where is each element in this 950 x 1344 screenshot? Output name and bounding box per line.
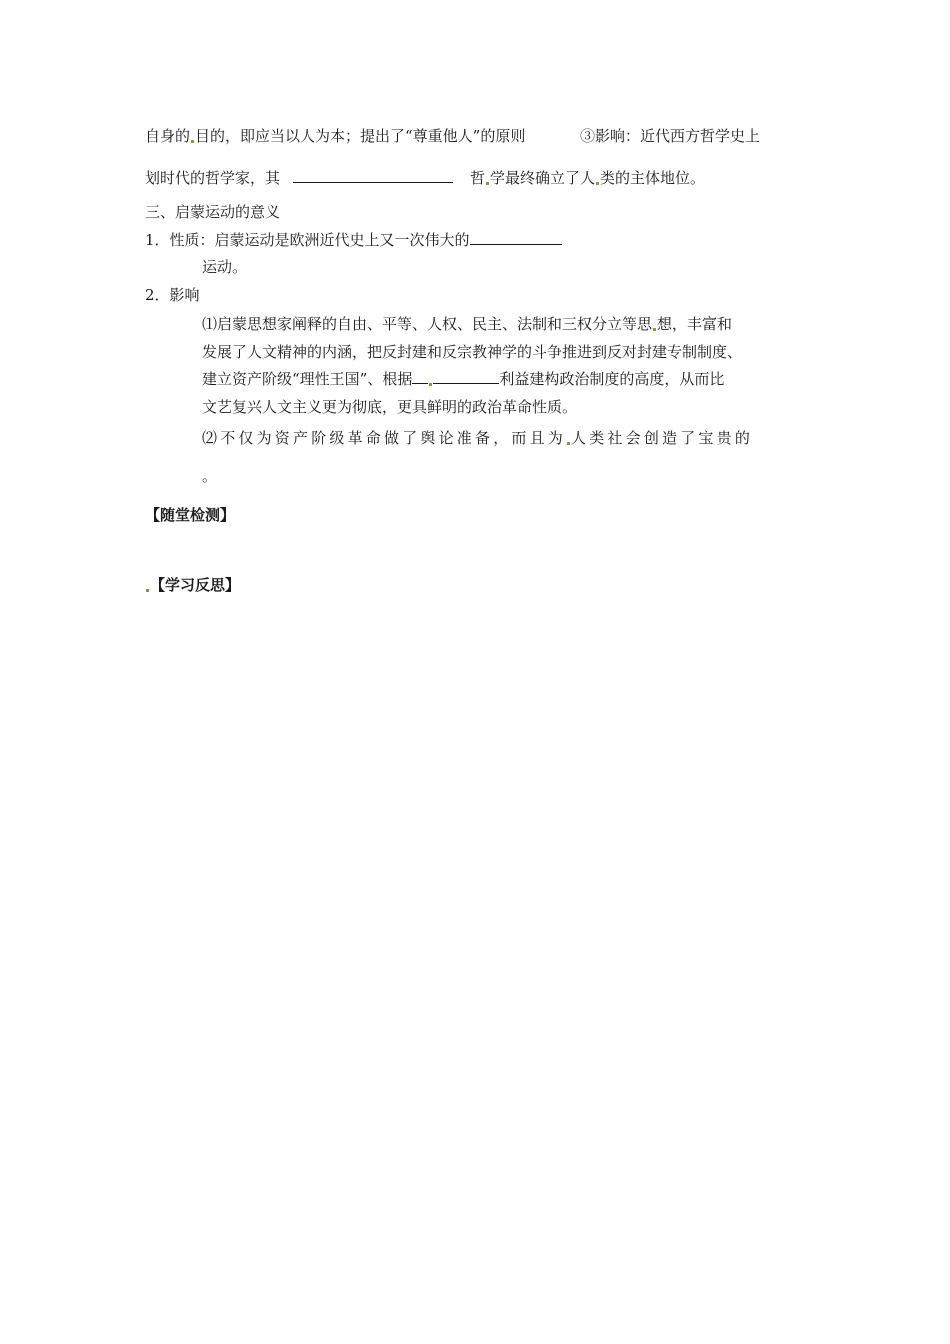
text-fragment: 想，丰富和 (657, 315, 733, 333)
text-fragment: ③影响：近代西方哲学史上 (580, 127, 761, 145)
text-fragment: ⑴启蒙思想家阐释的自由、平等、人权、民主、法制和三权分立等思 (202, 315, 653, 333)
text-fragment: 划时代的哲学家，其 (145, 169, 281, 187)
fill-blank (470, 230, 562, 245)
text-fragment: 1．性质：启蒙运动是欧洲近代史上又一次伟大的 (145, 231, 470, 249)
text-line: 2．影响 (145, 286, 200, 304)
mark-dot (567, 442, 570, 445)
text-line (580, 126, 760, 146)
text-line (145, 168, 453, 188)
text-fragment: 类的主体地位。 (600, 169, 706, 187)
fill-blank (293, 168, 453, 183)
mark-dot (191, 140, 194, 143)
text-line: 发展了人文精神的内涵，把反封建和反宗教神学的斗争推进到反对封建专制制度、 (202, 343, 743, 361)
text-fragment: 建立资产阶级“理性王国”、根据 (202, 370, 413, 388)
text-line: 运动。 (202, 258, 248, 276)
text-fragment: 哲 (470, 169, 486, 187)
fill-blank (433, 369, 499, 384)
fill-blank (412, 369, 428, 384)
text-fragment: ⑵不仅为资产阶级革命做了舆论准备，而且为 (202, 429, 567, 447)
mark-dot (596, 182, 599, 185)
text-line (145, 230, 562, 250)
text-line (145, 126, 525, 146)
text-line: 。 (202, 467, 218, 485)
reflect-label: 【学习反思】 (150, 576, 241, 594)
text-line (470, 168, 705, 188)
mark-dot (146, 589, 149, 592)
mark-dot (429, 383, 432, 386)
check-label: 【随堂检测】 (145, 506, 236, 524)
text-fragment: 目的，即应当以人为本；提出了“尊重他人”的原则 (195, 127, 526, 145)
text-line (202, 314, 732, 334)
text-line (145, 575, 240, 595)
section-heading: 三、启蒙运动的意义 (145, 203, 281, 221)
text-line (202, 369, 724, 389)
text-line (202, 428, 753, 448)
text-fragment: 自身的 (145, 127, 191, 145)
mark-dot (653, 328, 656, 331)
text-line: 文艺复兴人文主义更为彻底，更具鲜明的政治革命性质。 (202, 398, 578, 416)
mark-dot (486, 182, 489, 185)
text-fragment: 利益建构政治制度的高度，从而比 (499, 370, 725, 388)
text-fragment: 人类社会创造了宝贵的 (571, 429, 754, 447)
text-fragment: 学最终确立了人 (490, 169, 596, 187)
